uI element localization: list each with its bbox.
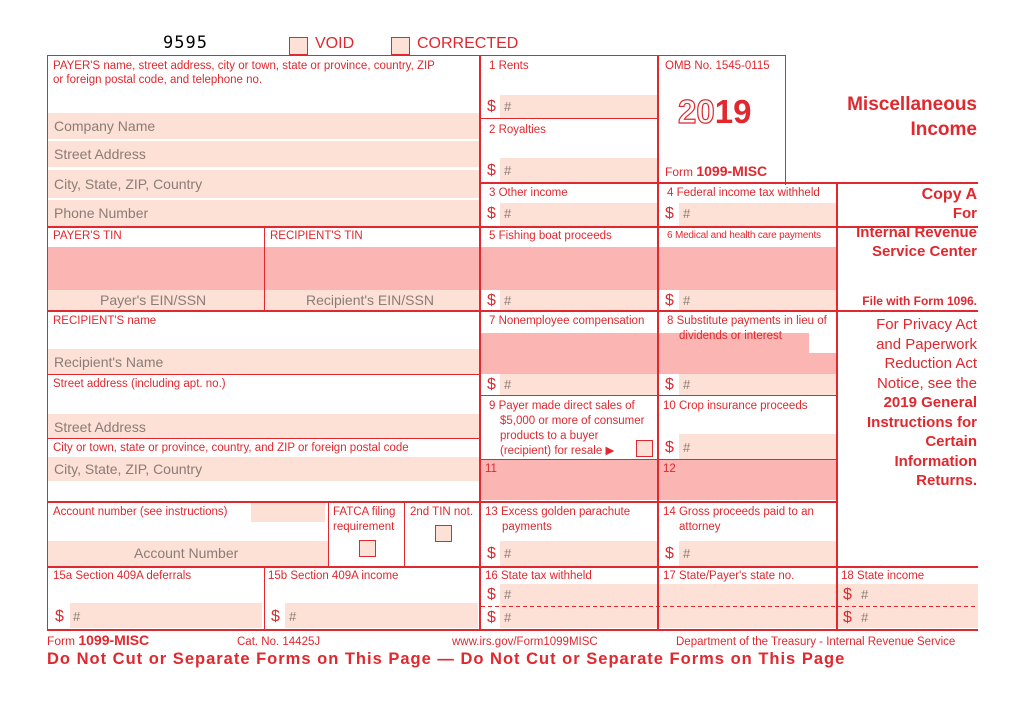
instructions-line-1: 2019 General (883, 394, 977, 411)
form-title (800, 92, 977, 142)
recipient-street-label: Street address (including apt. no.) (53, 378, 226, 390)
box15b-input[interactable]: # (289, 609, 297, 624)
box15a-input[interactable]: # (73, 609, 81, 624)
box16-input-1[interactable]: # (504, 587, 512, 602)
box6-label: 6 Medical and health care payments (667, 230, 821, 241)
box7-input[interactable]: # (504, 377, 512, 392)
box11-label: 11 (485, 463, 497, 475)
account-number-label: Account number (see instructions) (53, 506, 228, 518)
file-with: File with Form 1096. (862, 294, 977, 308)
copy-irs-2: Service Center (871, 243, 977, 260)
second-tin-label: 2nd TIN not. (410, 506, 474, 518)
box2-label: 2 Royalties (489, 124, 546, 136)
payer-phone: Phone Number (54, 205, 149, 221)
box18-label: 18 State income (841, 570, 925, 582)
box1-label: 1 Rents (489, 60, 529, 72)
box4-label: 4 Federal income tax withheld (667, 187, 820, 199)
box4-input[interactable]: # (683, 206, 691, 221)
void-checkbox[interactable] (289, 37, 308, 55)
payer-label-line1: PAYER'S name, street address, city or town, state or province, country, ZIP (53, 60, 435, 72)
copy-for: For (952, 205, 977, 222)
box6-input[interactable]: # (683, 293, 691, 308)
tax-year-bold: 19 (714, 93, 752, 130)
instructions-line-3: Certain (925, 433, 977, 450)
recipient-tin-value[interactable]: Recipient's EIN/SSN (306, 292, 434, 308)
box10-input[interactable]: # (683, 440, 691, 455)
privacy-line-1: For Privacy Act (876, 316, 977, 333)
box18-input-1[interactable]: # (861, 587, 869, 602)
box5-input[interactable]: # (504, 293, 512, 308)
footer-form-prefix: Form (47, 634, 75, 648)
box12-label: 12 (663, 463, 676, 475)
privacy-notice (838, 315, 977, 491)
recipient-street: Street Address (54, 419, 146, 435)
box5-label: 5 Fishing boat proceeds (489, 230, 612, 242)
box10-dollar: $ (665, 439, 674, 456)
copy-a-heading (838, 185, 977, 261)
box13-input[interactable]: # (504, 546, 512, 561)
box7-dollar: $ (487, 376, 496, 393)
box9-label-1: 9 Payer made direct sales of (489, 400, 635, 412)
instructions-line-2: Instructions for (866, 413, 977, 431)
footer-form-id: 1099-MISC (78, 632, 150, 648)
tax-year-outline: 20 (678, 93, 715, 130)
payer-label-line2: or foreign postal code, and telephone no. (53, 74, 263, 86)
box8-input[interactable]: # (683, 377, 691, 392)
payer-city: City, State, ZIP, Country (54, 176, 203, 192)
recipient-city: City, State, ZIP, Country (54, 461, 203, 477)
box16-dollar-1: $ (487, 586, 496, 603)
box13-label-2: payments (502, 521, 552, 533)
recipient-tin-label: RECIPIENT'S TIN (270, 230, 363, 242)
box15a-label: 15a Section 409A deferrals (53, 570, 192, 582)
box14-input[interactable]: # (683, 546, 691, 561)
form-prefix: Form (665, 165, 693, 179)
box16-input-2[interactable]: # (504, 610, 512, 625)
box15a-dollar: $ (55, 608, 64, 625)
box9-label-3: products to a buyer (500, 430, 599, 442)
box16-label: 16 State tax withheld (485, 570, 592, 582)
omb-number: OMB No. 1545-0115 (665, 60, 770, 72)
box3-dollar: $ (487, 205, 496, 222)
box5-dollar: $ (487, 292, 496, 309)
instructions-line-4: Information (894, 452, 977, 470)
title-line-2: Income (910, 119, 977, 140)
box2-dollar: $ (487, 162, 496, 179)
recipient-name: Recipient's Name (54, 354, 164, 370)
copy-a: Copy A (921, 186, 977, 203)
box2-input[interactable]: # (504, 163, 512, 178)
box15b-label: 15b Section 409A income (268, 570, 399, 582)
payer-tin-value[interactable]: Payer's EIN/SSN (100, 292, 207, 308)
box8-label-1: 8 Substitute payments in lieu of (667, 315, 827, 327)
privacy-line-4: Notice, see the (876, 374, 977, 392)
box8-dollar: $ (665, 376, 674, 393)
box4-dollar: $ (665, 205, 674, 222)
title-line-1: Miscellaneous (847, 94, 977, 115)
corrected-label: CORRECTED (417, 35, 519, 52)
box6-dollar: $ (665, 292, 674, 309)
tax-year (678, 94, 751, 130)
payer-tin-label: PAYER'S TIN (53, 230, 122, 242)
box16-dollar-2: $ (487, 609, 496, 626)
fatca-checkbox[interactable] (359, 540, 376, 557)
box1-dollar: $ (487, 98, 496, 115)
form-name-header (665, 163, 767, 179)
box14-dollar: $ (665, 545, 674, 562)
form-name: 1099-MISC (696, 163, 768, 179)
do-not-cut-warning: Do Not Cut or Separate Forms on This Page — Do Not Cut or Separate Forms on This Page (47, 650, 846, 668)
payer-street: Street Address (54, 146, 146, 162)
box7-label: 7 Nonemployee compensation (489, 315, 645, 327)
box15b-dollar: $ (271, 608, 280, 625)
box10-label: 10 Crop insurance proceeds (663, 400, 808, 412)
dept-treasury: Department of the Treasury - Internal Revenue Service (676, 636, 956, 648)
privacy-line-2: and Paperwork (876, 335, 977, 353)
box13-label-1: 13 Excess golden parachute (485, 506, 631, 518)
instructions-line-5: Returns. (916, 472, 977, 489)
box18-dollar-2: $ (843, 609, 852, 626)
box18-dollar-1: $ (843, 586, 852, 603)
box9-label-2: $5,000 or more of consumer (500, 415, 645, 427)
payer-company: Company Name (54, 118, 156, 134)
account-number: Account Number (134, 545, 239, 561)
box17-label: 17 State/Payer's state no. (663, 570, 795, 582)
privacy-line-3: Reduction Act (884, 355, 977, 372)
box14-label-2: attorney (679, 521, 721, 533)
fatca-label-1: FATCA filing (333, 506, 396, 518)
box3-label: 3 Other income (489, 187, 568, 199)
box13-dollar: $ (487, 545, 496, 562)
box14-label-1: 14 Gross proceeds paid to an (663, 506, 814, 518)
second-tin-checkbox[interactable] (435, 525, 452, 542)
box1-input[interactable]: # (504, 99, 512, 114)
box3-input[interactable]: # (504, 206, 512, 221)
box18-input-2[interactable]: # (861, 610, 869, 625)
irs-url[interactable]: www.irs.gov/Form1099MISC (452, 636, 598, 648)
box8-label-2: dividends or interest (679, 330, 782, 342)
box9-label-4: (recipient) for resale ▶ (500, 445, 615, 457)
form-id: 9595 (163, 33, 208, 53)
cat-no: Cat. No. 14425J (237, 636, 321, 648)
fatca-label-2: requirement (333, 521, 395, 533)
corrected-checkbox[interactable] (391, 37, 410, 55)
copy-irs-1: Internal Revenue (856, 224, 977, 241)
void-label: VOID (315, 35, 355, 52)
footer-form-name (47, 632, 149, 648)
box9-checkbox[interactable] (636, 440, 653, 457)
recipient-name-label: RECIPIENT'S name (53, 315, 157, 327)
recipient-city-label: City or town, state or province, country, and ZIP or foreign postal code (53, 442, 409, 454)
